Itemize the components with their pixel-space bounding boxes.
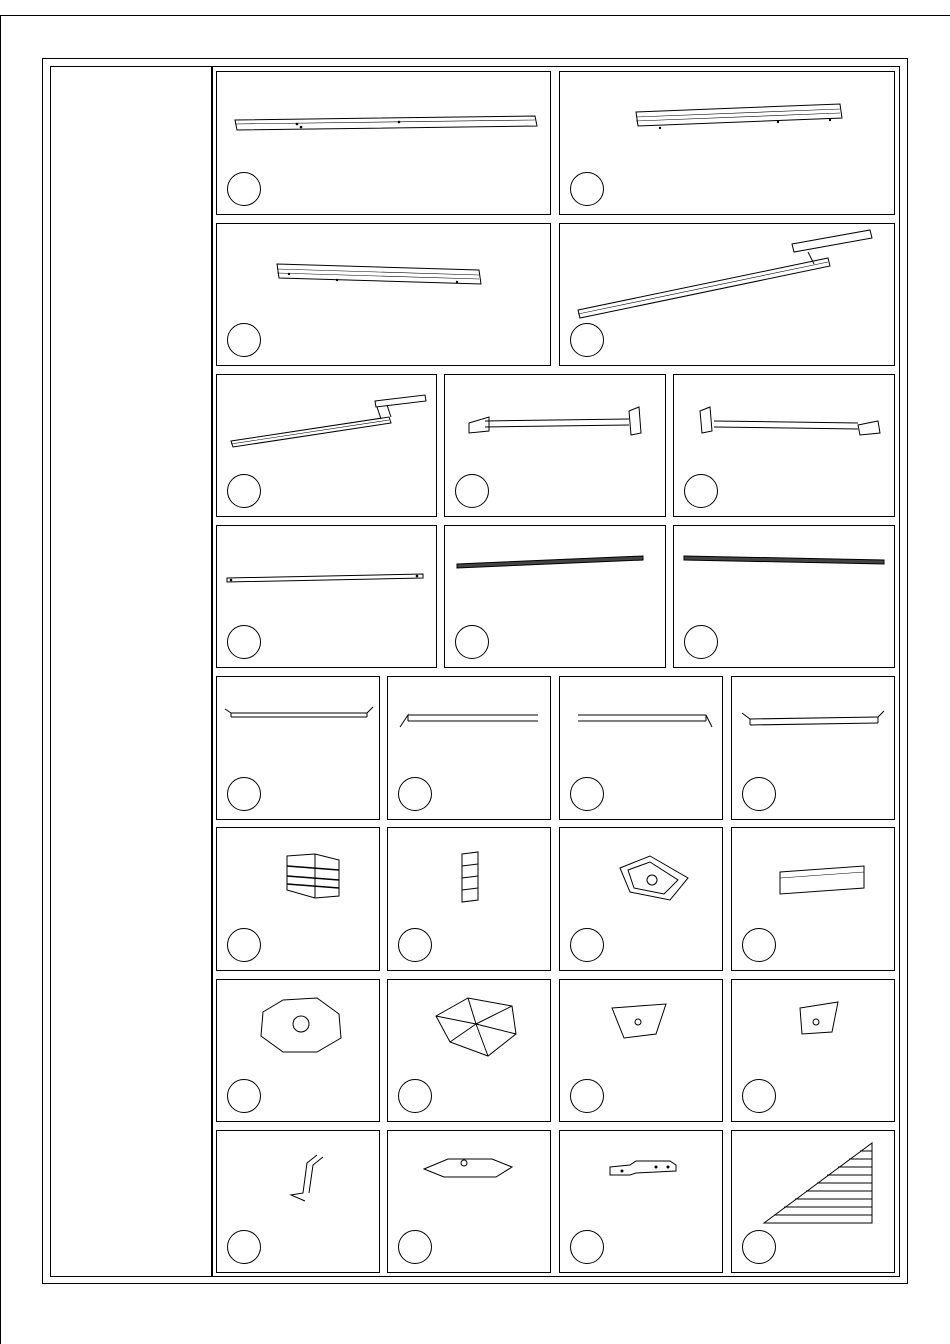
part-cell-20 <box>387 979 551 1122</box>
part-cell-6 <box>444 374 666 517</box>
part-cell-8 <box>216 525 437 668</box>
part-cell-26 <box>731 1130 895 1273</box>
part-number-badge <box>742 1230 776 1264</box>
part-cell-12 <box>387 676 551 820</box>
part-cell-11 <box>216 676 380 820</box>
part-number-badge <box>570 1230 604 1264</box>
part-number-badge <box>227 928 261 962</box>
part-number-badge <box>570 323 604 357</box>
part-number-badge <box>570 928 604 962</box>
part-cell-24 <box>387 1130 551 1273</box>
part-cell-22 <box>731 979 895 1122</box>
part-cell-1 <box>216 71 551 215</box>
label-column-divider <box>211 66 213 1277</box>
part-cell-23 <box>216 1130 380 1273</box>
page-edge-left <box>0 15 1 1344</box>
part-cell-9 <box>444 525 666 668</box>
part-number-badge <box>742 1079 776 1113</box>
part-cell-14 <box>731 676 895 820</box>
part-cell-17 <box>559 827 723 971</box>
part-number-badge <box>227 777 261 811</box>
part-number-badge <box>570 172 604 206</box>
part-cell-5 <box>216 374 437 517</box>
part-cell-21 <box>559 979 723 1122</box>
channel-rail-icon <box>217 224 552 367</box>
part-number-badge <box>227 172 261 206</box>
part-number-badge <box>570 1079 604 1113</box>
part-number-badge <box>742 928 776 962</box>
part-cell-15 <box>216 827 380 971</box>
part-cell-7 <box>673 374 895 517</box>
part-cell-13 <box>559 676 723 820</box>
part-number-badge <box>398 1230 432 1264</box>
part-number-badge <box>455 625 489 659</box>
part-number-badge <box>684 625 718 659</box>
part-cell-2 <box>559 71 895 215</box>
part-number-badge <box>227 1079 261 1113</box>
part-number-badge <box>455 474 489 508</box>
page-edge-top <box>0 15 950 16</box>
part-number-badge <box>227 625 261 659</box>
part-cell-19 <box>216 979 380 1122</box>
long-rail-icon <box>217 72 552 216</box>
part-cell-16 <box>387 827 551 971</box>
part-cell-25 <box>559 1130 723 1273</box>
part-number-badge <box>398 777 432 811</box>
part-cell-4 <box>559 223 895 366</box>
part-number-badge <box>742 777 776 811</box>
part-cell-18 <box>731 827 895 971</box>
part-number-badge <box>570 777 604 811</box>
part-cell-10 <box>673 525 895 668</box>
part-number-badge <box>227 474 261 508</box>
channel-rail-icon <box>560 72 896 216</box>
part-cell-3 <box>216 223 551 366</box>
part-number-badge <box>227 323 261 357</box>
part-number-badge <box>398 1079 432 1113</box>
part-number-badge <box>398 928 432 962</box>
angled-rail-icon <box>560 224 896 367</box>
part-number-badge <box>227 1230 261 1264</box>
part-number-badge <box>684 474 718 508</box>
